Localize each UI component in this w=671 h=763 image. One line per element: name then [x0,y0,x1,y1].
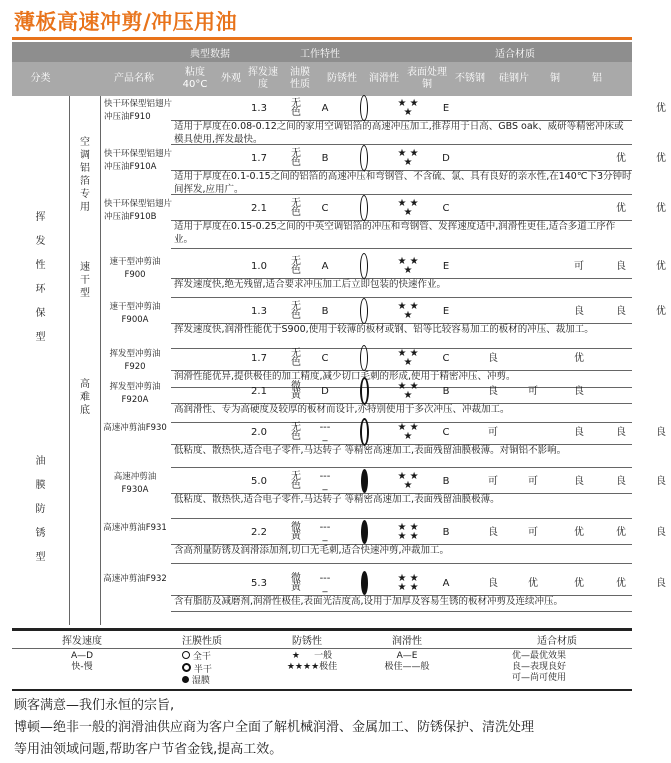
category-volatile: 挥 发 性 环 保 型 [35,212,46,343]
cell-appearance: 无 色 [291,148,301,168]
film-icon [357,469,371,493]
cell-copper: 优 [616,202,626,214]
cell-stainless [523,254,543,278]
category-column [12,96,70,625]
cell-copper_t [483,196,503,220]
category-film: 油 膜 防 锈 型 [35,456,46,563]
cell-aluminum: 优 [656,260,666,272]
col-aluminum: 铝 [592,73,602,84]
col-volatility: 挥发速度 [248,67,278,90]
cell-copper_t [483,254,503,278]
cell-aluminum: 优 [656,202,666,214]
film-icon [357,520,371,544]
cell-appearance: 微 黄 [291,381,301,401]
page-title: 薄板高速冲剪/冲压用油 [14,10,238,34]
cell-copper_t [483,146,503,170]
cell-appearance: 无 色 [291,256,301,276]
cell-copper [611,379,631,403]
film-icon [357,254,371,278]
product-desc: 润滑性能优异,提供极佳的加工精度,减少切口毛刺的形成,使用于精密冲压、冲剪。 [171,370,632,388]
product-name: 挥发型冲剪油F920 [109,349,161,372]
cell-stainless [523,346,543,370]
cell-rust: ★ ★ ★ [397,98,419,118]
cell-rust: ★ ★ ★ [397,348,419,368]
cell-silicon [569,146,589,170]
cell-volatility: --- _ [319,422,331,442]
legend-rule-top [12,628,632,631]
product-desc: 适用于厚度在0.15-0.25之间的中英空调铝箔的冲压和弯钢管、发挥速度适中,润滑性更佳,适合多道工序作业。 [171,220,632,249]
header-typical: 典型数据 [190,49,230,60]
header-materials: 适合材质 [495,49,535,60]
legend-h-rust: 防锈性 [292,636,322,647]
cell-lubric: E [442,260,450,272]
product-values [171,469,666,494]
cell-aluminum [651,346,671,370]
product-values [171,571,666,596]
cell-aluminum: 良 [656,526,666,538]
column-header-row [12,62,632,96]
cell-viscosity: 2.1 [251,202,267,214]
col-copper: 铜 [550,73,560,84]
cell-lubric: E [442,305,450,317]
film-icon [357,420,371,444]
product-values [171,520,666,545]
cell-aluminum: 良 [656,475,666,487]
cell-appearance: 无 色 [291,301,301,321]
cell-lubric: A [442,577,450,589]
product-desc: 高润滑性、专为高硬度及较厚的板材而设计,亦特别使用于多次冲压、冲裁加工。 [171,403,632,423]
thick-ring-icon [182,663,191,672]
cell-viscosity: 1.0 [251,260,267,272]
cell-silicon: 良 [574,426,584,438]
cell-copper: 优 [616,152,626,164]
film-icon [357,146,371,170]
sub-quickdry: 速 干 型 [80,262,90,299]
cell-copper_t [483,299,503,323]
cell-aluminum: 优 [656,305,666,317]
cell-volatility: C [321,202,329,214]
col-product: 产品名称 [114,73,154,84]
cell-aluminum: 良 [656,426,666,438]
cell-appearance: 无 色 [291,98,301,118]
header-work: 工作特性 [300,49,340,60]
product-desc: 挥发速度快,绝无残留,适合要求冲压加工后立即包装的快速作业。 [171,278,632,298]
product-values [171,299,666,324]
cell-rust: ★ ★ ★ [397,256,419,276]
cell-stainless [523,420,543,444]
legend-h-volatility: 挥发速度 [62,636,102,647]
legend-materials: 优—最优效果 良—表现良好 可—尚可使用 [512,651,567,683]
cell-silicon: 优 [574,577,584,589]
cell-lubric: B [442,475,450,487]
legend-rule-mid [12,648,632,649]
product-desc: 适用于厚度在0.1-0.15之间的铝箔的高速冲压和弯钢管、不含硫、氯、具有良好的亲水性,在140℃下3分钟时间挥发,应用广。 [171,170,632,195]
cell-viscosity: 1.3 [251,305,267,317]
legend-header [12,632,632,648]
product-name: 速干型冲剪油F900A [109,302,161,325]
cell-viscosity: 2.0 [251,426,267,438]
legend-body [12,651,632,689]
ring-icon [182,651,190,659]
legend-rust: ★ 一般 ★★★★极佳 [286,651,338,672]
col-stainless: 不锈钢 [455,73,485,84]
legend-volatility: A—D 快-慢 [70,651,94,672]
cell-copper_t: 可 [488,426,498,438]
film-icon [357,196,371,220]
sub-hard: 高 难 底 [80,379,90,416]
cell-rust: ★ ★ ★ ★ [397,522,419,542]
cell-appearance: 无 色 [291,422,301,442]
cell-rust: ★ ★ ★ ★ [397,573,419,593]
legend-h-materials: 适合材质 [537,636,577,647]
cell-rust: ★ ★ ★ [397,198,419,218]
cell-copper: 优 [616,577,626,589]
cell-appearance: 无 色 [291,198,301,218]
cell-appearance: 微 黄 [291,573,301,593]
legend-rule-bottom [12,689,632,691]
cell-appearance: 无 色 [291,348,301,368]
header-group-row [12,42,632,62]
col-lubric: 润滑性 [369,73,399,84]
title-rule [12,37,632,40]
legend-h-lubric: 润滑性 [392,636,422,647]
cell-stainless [523,196,543,220]
footer-line-1: 顾客满意—我们永恒的宗旨, [14,698,175,713]
cell-stainless [523,146,543,170]
cell-lubric: C [442,426,450,438]
col-rust: 防锈性 [327,73,357,84]
product-desc: 低粘度、散热快,适合电子零件,马达转子 等精密高速加工,表面残留油膜极薄。 [171,493,632,519]
footer-line-2: 博顿—绝非一般的润滑油供应商为客户全面了解机械润滑、金属加工、防锈保护、清洗处理 [14,720,535,735]
cell-copper_t [483,96,503,120]
product-name: 高速冲剪油F931 [103,523,167,533]
cell-volatility: --- _ [319,573,331,593]
cell-stainless: 可 [528,385,538,397]
cell-aluminum [651,379,671,403]
cell-stainless [523,96,543,120]
cell-volatility: B [321,305,329,317]
legend-h-film: 汪膜性质 [182,636,222,647]
cell-viscosity: 2.2 [251,526,267,538]
cell-copper_t: 良 [488,385,498,397]
product-desc: 适用于厚度在0.08-0.12之间的家用空调铝箔的高速冲压加工,推荐用于日高、GBS oak、威研等精密冲床或模具使用,挥发最快。 [171,120,632,145]
cell-volatility: D [321,385,329,397]
cell-viscosity: 2.1 [251,385,267,397]
cell-stainless: 优 [528,577,538,589]
cell-silicon: 良 [574,385,584,397]
cell-volatility: A [321,260,329,272]
cell-lubric: D [442,152,450,164]
sub-aircon: 空 调 铝 箔 专 用 [80,137,90,213]
product-values [171,96,666,121]
product-name: 挥发型冲剪油F920A [109,382,161,405]
cell-rust: ★ ★ ★ [397,422,419,442]
cell-volatility: --- _ [319,471,331,491]
cell-silicon: 优 [574,526,584,538]
cell-lubric: E [442,102,450,114]
cell-aluminum: 优 [656,152,666,164]
cell-rust: ★ ★ ★ [397,471,419,491]
product-name: 高速冲剪油F932 [103,574,167,584]
dot-icon [182,676,189,683]
film-icon [357,96,371,120]
product-desc: 含高剂量防锈及润滑添加剂,切口无毛刺,适合快速冲剪,冲裁加工。 [171,544,632,564]
col-viscosity: 粘度 40°C [182,67,208,90]
col-category: 分类 [30,73,51,84]
cell-volatility: A [321,102,329,114]
footer-line-3: 等用油领域问题,帮助客户节省金钱,提高工效。 [14,742,283,757]
product-name: 高速冲剪油F930A [113,472,157,495]
cell-rust: ★ ★ ★ [397,148,419,168]
cell-stainless [523,299,543,323]
cell-copper_t: 良 [488,352,498,364]
cell-copper: 良 [616,305,626,317]
cell-volatility: C [321,352,329,364]
subcategory-column [70,96,101,625]
cell-viscosity: 5.0 [251,475,267,487]
cell-viscosity: 1.7 [251,152,267,164]
cell-viscosity: 1.7 [251,352,267,364]
cell-copper [611,96,631,120]
col-silicon: 硅钢片 [499,73,529,84]
film-icon [357,299,371,323]
film-icon [357,571,371,595]
product-desc: 低粘度、散热快,适合电子零件,马达转子 等精密高速加工,表面残留油膜极薄。对铜铝不影响。 [171,444,632,468]
product-desc: 含有脂肪及减磨剂,润滑性极佳,表面光洁度高,设用于加厚及容易生锈的板材冲剪及连续冲压。 [171,595,632,612]
cell-copper: 良 [616,475,626,487]
cell-silicon: 良 [574,305,584,317]
cell-copper: 良 [616,426,626,438]
cell-stainless: 可 [528,526,538,538]
film-icon [357,379,371,403]
cell-lubric: C [442,352,450,364]
product-name: 高速冲剪油F930 [103,423,167,433]
cell-stainless: 可 [528,475,538,487]
col-appearance: 外观 [221,73,241,84]
cell-copper_t: 良 [488,577,498,589]
legend-lubric: A—E 极佳——般 [384,651,430,672]
cell-viscosity: 5.3 [251,577,267,589]
cell-copper: 优 [616,526,626,538]
cell-copper_t: 可 [488,475,498,487]
cell-silicon [569,196,589,220]
cell-silicon [569,96,589,120]
cell-silicon: 良 [574,475,584,487]
cell-rust: ★ ★ ★ [397,301,419,321]
col-film: 油膜性质 [290,67,310,90]
product-name: 快干环保型铝翅片冲压油F910B [104,199,173,222]
product-values [171,146,666,171]
col-copper-t: 表面处理铜 [407,67,447,90]
cell-appearance: 无 色 [291,471,301,491]
cell-silicon: 优 [574,352,584,364]
product-values [171,379,632,404]
product-name: 快干环保型铝翅片冲压油F910A [104,149,173,172]
cell-aluminum: 优 [656,102,666,114]
cell-aluminum: 良 [656,577,666,589]
cell-copper [611,346,631,370]
product-values [171,196,666,221]
cell-lubric: B [442,385,450,397]
product-name: 速干型冲剪油F900 [109,257,161,280]
legend-film: 全干 半干 湿膜 [182,651,262,687]
cell-appearance: 微 黄 [291,522,301,542]
product-name: 快干环保型铝翅片冲压油F910 [104,99,173,122]
cell-silicon: 可 [574,260,584,272]
product-values [171,346,632,371]
product-values [171,254,666,279]
cell-lubric: B [442,526,450,538]
cell-volatility: B [321,152,329,164]
cell-viscosity: 1.3 [251,102,267,114]
product-desc: 挥发速度快,润滑性能优于S900,使用于较薄的板材或钢、铝等比较容易加工的板材的冲压、裁加工。 [171,323,632,349]
product-values [171,420,666,445]
cell-lubric: C [442,202,450,214]
cell-volatility: --- _ [319,522,331,542]
film-icon [357,346,371,370]
cell-rust: ★ ★ ★ [397,381,419,401]
cell-copper_t: 良 [488,526,498,538]
cell-copper: 良 [616,260,626,272]
